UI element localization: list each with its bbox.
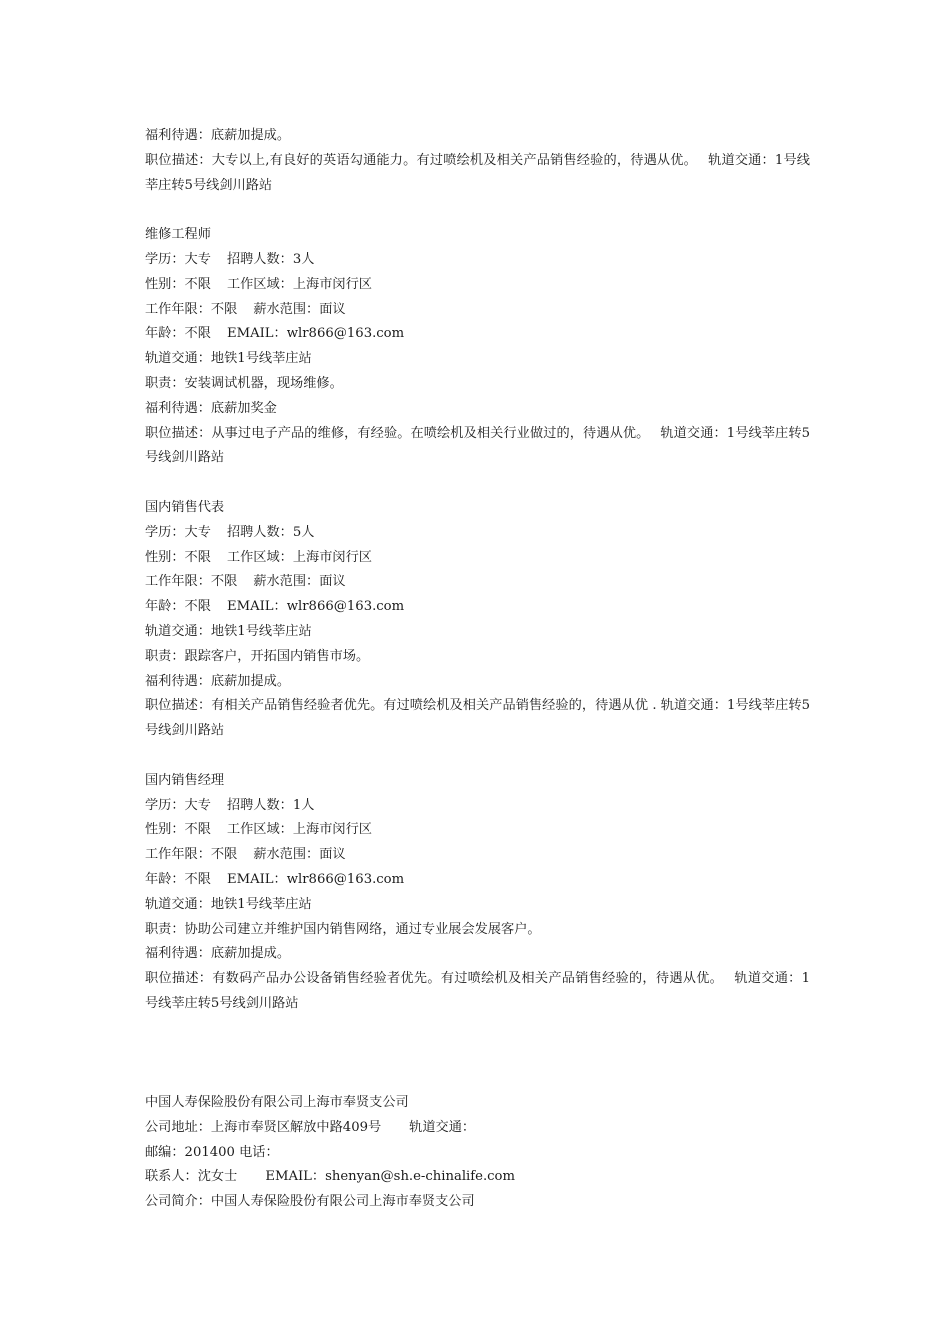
job-headcount: 招聘人数：3人	[226, 251, 315, 267]
job-age-email	[145, 868, 810, 893]
job-description: 职位描述：有相关产品销售经验者优先。有过喷绘机及相关产品销售经验的，待遇从优 . 轨道交通：1号线莘庄转5号线剑川路站	[145, 698, 810, 739]
company-email: EMAIL：shenyan@sh.e-chinalife.com	[265, 1169, 515, 1185]
company-contact-email	[145, 1165, 810, 1190]
job-age: 年龄：不限	[145, 871, 211, 887]
job-email: EMAIL：wlr866@163.com	[226, 599, 405, 615]
job-listing-domestic-sales-rep	[145, 496, 810, 744]
company-address-transit	[145, 1116, 810, 1141]
job-education: 学历：大专	[145, 524, 211, 540]
job-salary: 薪水范围：面议	[253, 847, 346, 863]
company-address: 公司地址：上海市奉贤区解放中路409号	[145, 1119, 382, 1135]
job-area: 工作区域：上海市闵行区	[226, 549, 372, 565]
job-area: 工作区域：上海市闵行区	[226, 276, 372, 292]
job-transit: 轨道交通：地铁1号线莘庄站	[145, 351, 312, 367]
job-age: 年龄：不限	[145, 599, 211, 615]
job-gender-area	[145, 546, 810, 571]
job-listing-domestic-sales-manager	[145, 769, 810, 1017]
job-transit: 轨道交通：地铁1号线莘庄站	[145, 896, 312, 912]
job-years-salary	[145, 570, 810, 595]
spacer	[145, 1017, 810, 1091]
job-years: 工作年限：不限	[145, 301, 238, 317]
job-gender: 性别：不限	[145, 276, 211, 292]
job-education-headcount	[145, 521, 810, 546]
job-gender: 性别：不限	[145, 822, 211, 838]
spacer	[145, 471, 810, 496]
job-duty: 职责：协助公司建立并维护国内销售网络，通过专业展会发展客户。	[145, 921, 541, 937]
job-title: 维修工程师	[145, 227, 211, 243]
job-benefits: 福利待遇：底薪加提成。	[145, 673, 291, 689]
intro-description: 职位描述：大专以上,有良好的英语勾通能力。有过喷绘机及相关产品销售经验的，待遇从优。 轨道交通：1号线莘庄转5号线剑川路站	[145, 152, 810, 193]
job-gender-area	[145, 273, 810, 298]
job-education-headcount	[145, 794, 810, 819]
company-info	[145, 1091, 810, 1215]
job-title: 国内销售代表	[145, 499, 225, 515]
document-page	[145, 124, 810, 1215]
job-salary: 薪水范围：面议	[253, 574, 346, 590]
company-contact: 联系人：沈女士	[145, 1169, 238, 1185]
job-area: 工作区域：上海市闵行区	[226, 822, 372, 838]
job-years-salary	[145, 298, 810, 323]
job-title: 国内销售经理	[145, 772, 225, 788]
job-duty: 职责：安装调试机器，现场维修。	[145, 375, 343, 391]
company-postcode-phone: 邮编：201400 电话：	[145, 1144, 279, 1160]
job-headcount: 招聘人数：5人	[226, 524, 315, 540]
company-transit: 轨道交通：	[409, 1119, 476, 1135]
job-years: 工作年限：不限	[145, 574, 238, 590]
job-salary: 薪水范围：面议	[253, 301, 346, 317]
job-gender-area	[145, 818, 810, 843]
job-description: 职位描述：从事过电子产品的维修，有经验。在喷绘机及相关行业做过的，待遇从优。 轨道交通：1号线莘庄转5号线剑川路站	[145, 425, 810, 466]
job-email: EMAIL：wlr866@163.com	[226, 326, 405, 342]
job-benefits: 福利待遇：底薪加奖金	[145, 400, 277, 416]
intro-benefits: 福利待遇：底薪加提成。	[145, 128, 291, 143]
spacer	[145, 198, 810, 223]
job-duty: 职责：跟踪客户，开拓国内销售市场。	[145, 648, 370, 664]
job-years-salary	[145, 843, 810, 868]
company-intro: 公司简介：中国人寿保险股份有限公司上海市奉贤支公司	[145, 1194, 475, 1210]
job-email: EMAIL：wlr866@163.com	[226, 871, 405, 887]
job-age-email	[145, 595, 810, 620]
job-transit: 轨道交通：地铁1号线莘庄站	[145, 623, 312, 639]
company-name: 中国人寿保险股份有限公司上海市奉贤支公司	[145, 1095, 409, 1111]
job-age-email	[145, 322, 810, 347]
spacer	[145, 744, 810, 769]
job-education-headcount	[145, 248, 810, 273]
job-education: 学历：大专	[145, 251, 211, 267]
job-benefits: 福利待遇：底薪加提成。	[145, 946, 291, 962]
job-headcount: 招聘人数：1人	[226, 797, 315, 813]
job-education: 学历：大专	[145, 797, 211, 813]
job-years: 工作年限：不限	[145, 847, 238, 863]
job-age: 年龄：不限	[145, 326, 211, 342]
job-description: 职位描述：有数码产品办公设备销售经验者优先。有过喷绘机及相关产品销售经验的，待遇从优。 轨道交通：1号线莘庄转5号线剑川路站	[145, 971, 810, 1011]
job-gender: 性别：不限	[145, 549, 211, 565]
job-listing-maintenance-engineer	[145, 223, 810, 471]
